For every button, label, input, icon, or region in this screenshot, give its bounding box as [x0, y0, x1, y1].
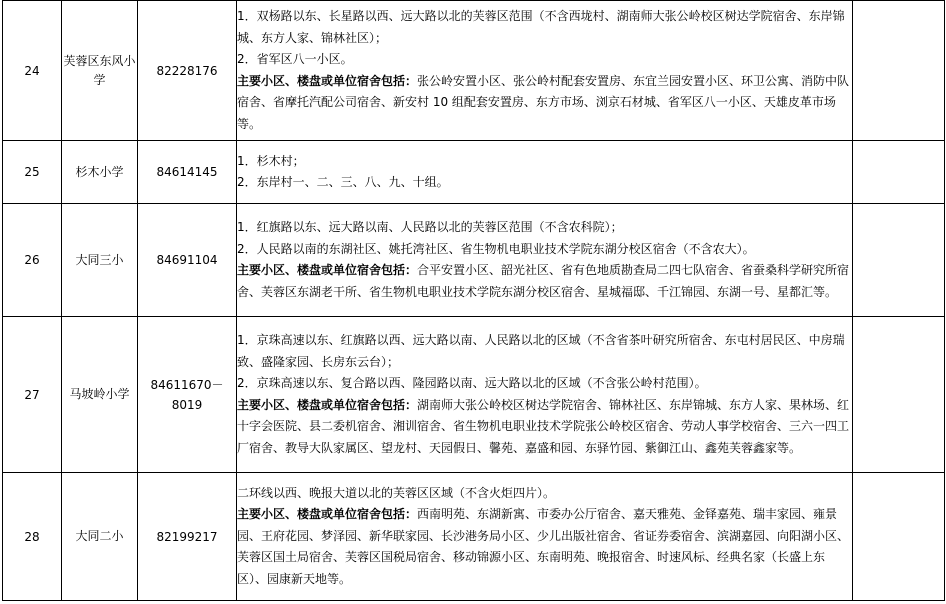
school-name: 马坡岭小学 — [62, 317, 138, 473]
phone-number: 84691104 — [138, 204, 237, 317]
note-cell — [853, 317, 945, 473]
table-row — [3, 1, 945, 141]
main-communities — [237, 71, 852, 136]
phone-number: 82228176 — [138, 1, 237, 141]
zone-item: 2．东岸村一、二、三、八、九、十组。 — [237, 175, 449, 189]
school-name: 芙蓉区东风小学 — [62, 1, 138, 141]
school-name: 大同三小 — [62, 204, 138, 317]
note-cell — [853, 1, 945, 141]
main-communities-text: 合平安置小区、韶光社区、省有色地质勘查局二四七队宿舍、省蚕桑科学研究所宿舍、芙蓉区东湖老干所、省生物机电职业技术学院东湖分校区宿舍、星城福邸、千江锦园、东湖一号、星都汇等。 — [237, 263, 850, 299]
row-number: 24 — [3, 1, 62, 141]
main-communities-text: 湖南师大张公岭校区树达学院宿舍、锦林社区、东岸锦城、东方人家、果林场、红十字会医院、县二委机宿舍、湘训宿舍、省生物机电职业技术学院张公岭校区宿舍、劳动人事学校宿舍、三六一四工厂宿舍、教导大队家属区、望龙村、天园假日、馨苑、嘉盛和园、东驿竹园、紫御江山、鑫苑芙蓉鑫家等。 — [237, 397, 850, 455]
main-communities-label: 主要小区、楼盘或单位宿舍包括： — [237, 263, 418, 277]
phone-number: 84614145 — [138, 141, 237, 204]
row-number: 25 — [3, 141, 62, 204]
phone-number: 84611670－8019 — [138, 317, 237, 473]
main-communities-text: 张公岭安置小区、张公岭村配套安置房、东宜兰园安置小区、环卫公寓、消防中队宿舍、省摩托汽配公司宿舍、新安村 10 组配套安置房、东方市场、浏京石材城、省军区八一小区、天雄皮革市场等。 — [237, 73, 850, 131]
table-row — [3, 141, 945, 204]
school-name: 杉木小学 — [62, 141, 138, 204]
zone-item: 二环线以西、晚报大道以北的芙蓉区区域（不含火炬四片）。 — [237, 485, 556, 500]
row-number: 28 — [3, 473, 62, 601]
row-number: 27 — [3, 317, 62, 473]
note-cell — [853, 204, 945, 317]
zone-item: 2．省军区八一小区。 — [237, 52, 353, 66]
zone-description — [237, 1, 853, 141]
table-row — [3, 317, 945, 473]
zone-item: 1．京珠高速以东、红旗路以西、远大路以南、人民路以北的区域（不含省茶叶研究所宿舍、东屯村居民区、中房瑞致、盛隆家园、长房东云台）； — [237, 333, 845, 369]
zone-item: 2．人民路以南的东湖社区、姚托湾社区、省生物机电职业技术学院东湖分校区宿舍（不含农大）。 — [237, 241, 755, 256]
zone-item: 2．京珠高速以东、复合路以西、隆园路以南、远大路以北的区域（不含张公岭村范围）。 — [237, 376, 707, 390]
zone-description — [237, 317, 853, 473]
note-cell — [853, 473, 945, 601]
main-communities-label: 主要小区、楼盘或单位宿舍包括： — [237, 507, 418, 522]
zone-description — [237, 141, 853, 204]
zone-item: 1．杉木村； — [237, 153, 305, 168]
school-name: 大同二小 — [62, 473, 138, 601]
main-communities-label: 主要小区、楼盘或单位宿舍包括： — [237, 73, 418, 88]
zone-item: 1．双杨路以东、长星路以西、远大路以北的芙蓉区范围（不含西垅村、湖南师大张公岭校区树达学院宿舍、东岸锦城、东方人家、锦林社区）； — [237, 9, 845, 45]
zone-description — [237, 473, 853, 601]
main-communities-label: 主要小区、楼盘或单位宿舍包括： — [237, 397, 418, 412]
main-communities-text: 西南明苑、东湖新寓、市委办公厅宿舍、嘉天雅苑、金铎嘉苑、瑞丰家园、雍景园、王府花园、梦泽园、新华联家园、长沙港务局小区、少儿出版社宿舍、省证券委宿舍、滨湖嘉园、向阳湖小区、芙蓉区国土局宿舍、芙蓉区国税局宿舍、移动锦源小区、东南明苑、晚报宿舍、时速风标、经典名家（长盛上东区）、园康新天地等。 — [237, 507, 850, 586]
note-cell — [853, 141, 945, 204]
table-row — [3, 204, 945, 317]
main-communities — [237, 260, 852, 303]
zone-item: 1．红旗路以东、远大路以南、人民路以北的芙蓉区范围（不含农科院）； — [237, 220, 623, 234]
phone-number: 82199217 — [138, 473, 237, 601]
main-communities — [237, 395, 852, 460]
zone-description — [237, 204, 853, 317]
table-row — [3, 473, 945, 601]
row-number: 26 — [3, 204, 62, 317]
school-zone-table — [2, 0, 945, 601]
main-communities — [237, 504, 852, 590]
